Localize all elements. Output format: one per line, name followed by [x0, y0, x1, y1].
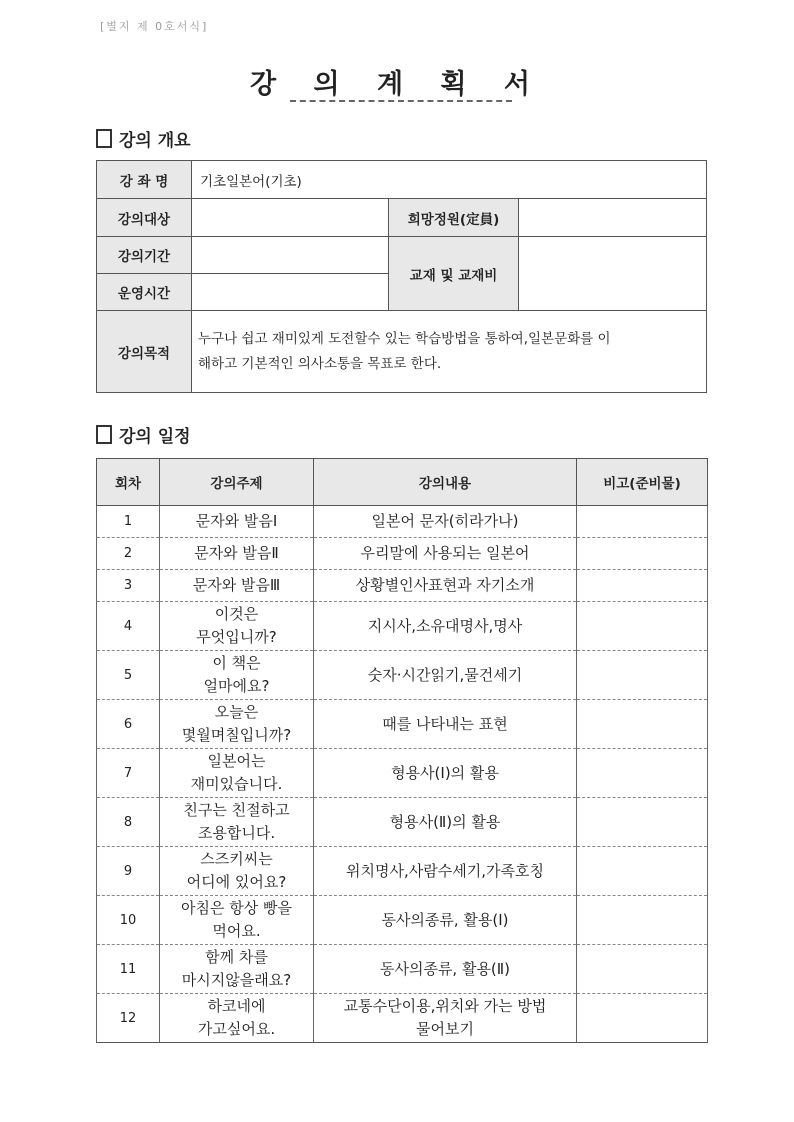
session-note: [577, 570, 708, 602]
session-number: 7: [97, 749, 160, 798]
table-row: [97, 538, 708, 570]
topic-line: 아침은 항상 빵을: [181, 899, 292, 917]
topic-line: 하코네에: [207, 997, 266, 1015]
table-row: [97, 896, 708, 945]
session-number: 8: [97, 798, 160, 847]
textbook-value: [519, 237, 707, 311]
session-topic: [160, 896, 314, 945]
capacity-label: 희망정원(定員): [389, 199, 519, 237]
session-content: [314, 651, 577, 700]
topic-line: 문자와 발음Ⅲ: [192, 576, 281, 594]
course-overview-table: [96, 160, 707, 393]
session-content: [314, 570, 577, 602]
session-topic: [160, 570, 314, 602]
textbook-label: 교재 및 교재비: [389, 237, 519, 311]
table-row: [97, 602, 708, 651]
session-note: [577, 749, 708, 798]
content-line: 숫자·시간읽기,물건세기: [367, 665, 523, 684]
session-number: 9: [97, 847, 160, 896]
session-note: [577, 506, 708, 538]
session-topic: [160, 700, 314, 749]
section-overview-heading: [96, 126, 191, 151]
topic-line: 먹어요.: [212, 922, 261, 940]
section-schedule-label: 강의 일정: [119, 427, 191, 447]
header-topic: 강의주제: [160, 459, 314, 506]
session-note: [577, 651, 708, 700]
content-line: 형용사(Ⅱ)의 활용: [389, 812, 501, 831]
form-number-note: [별지 제 0호서식]: [100, 20, 209, 33]
period-value: [192, 237, 389, 274]
table-row: [97, 570, 708, 602]
session-content: [314, 994, 577, 1043]
content-line: 상황별인사표현과 자기소개: [355, 576, 535, 594]
goal-label: 강의목적: [97, 311, 192, 393]
session-number: 4: [97, 602, 160, 651]
session-number: 6: [97, 700, 160, 749]
topic-line: 몇월며칠입니까?: [181, 726, 292, 744]
topic-line: 함께 차를: [205, 948, 268, 966]
session-note: [577, 896, 708, 945]
session-number: 1: [97, 506, 160, 538]
session-number: 3: [97, 570, 160, 602]
content-line: 동사의종류, 활용(Ⅰ): [381, 910, 509, 929]
topic-line: 조용합니다.: [197, 824, 276, 842]
content-line: 일본어 문자(히라가나): [371, 512, 519, 530]
title-underline: [290, 100, 512, 102]
session-topic: [160, 602, 314, 651]
session-note: [577, 538, 708, 570]
table-row: [97, 994, 708, 1043]
session-content: [314, 896, 577, 945]
goal-value: [192, 311, 707, 393]
hours-label: 운영시간: [97, 274, 192, 311]
header-session: 회차: [97, 459, 160, 506]
capacity-value: [519, 199, 707, 237]
topic-line: 마시지않을래요?: [181, 971, 292, 989]
section-overview-label: 강의 개요: [119, 131, 191, 151]
session-number: 11: [97, 945, 160, 994]
table-row: [97, 945, 708, 994]
document-title: 강 의 계 획 서: [249, 69, 544, 100]
session-content: [314, 847, 577, 896]
session-content: [314, 700, 577, 749]
target-label: 강의대상: [97, 199, 192, 237]
session-topic: [160, 798, 314, 847]
table-row: [97, 847, 708, 896]
topic-line: 가고싶어요.: [197, 1020, 276, 1038]
session-topic: [160, 847, 314, 896]
session-content: [314, 945, 577, 994]
session-topic: [160, 945, 314, 994]
table-row: [97, 506, 708, 538]
content-line: 위치명사,사람수세기,가족호칭: [346, 861, 544, 880]
course-schedule-table: [96, 458, 708, 1043]
session-number: 12: [97, 994, 160, 1043]
content-line: 동사의종류, 활용(Ⅱ): [379, 959, 511, 978]
session-note: [577, 945, 708, 994]
session-topic: [160, 994, 314, 1043]
hours-value: [192, 274, 389, 311]
session-number: 5: [97, 651, 160, 700]
topic-line: 얼마에요?: [203, 677, 270, 695]
header-note: 비고(준비물): [577, 459, 708, 506]
topic-line: 일본어는: [207, 752, 266, 770]
content-line: 우리말에 사용되는 일본어: [360, 544, 530, 562]
topic-line: 이것은: [214, 605, 259, 623]
topic-line: 무엇입니까?: [196, 628, 277, 646]
session-content: [314, 538, 577, 570]
goal-line-1: 누구나 쉽고 재미있게 도전할수 있는 학습방법을 통하여,일본문화를 이: [198, 330, 611, 347]
session-topic: [160, 651, 314, 700]
course-name-label: 강 좌 명: [97, 161, 192, 199]
course-name-value: 기초일본어(기초): [192, 161, 707, 199]
session-topic: [160, 538, 314, 570]
session-content: [314, 798, 577, 847]
session-note: [577, 847, 708, 896]
topic-line: 재미있습니다.: [190, 775, 283, 793]
session-content: [314, 506, 577, 538]
table-row: [97, 749, 708, 798]
content-line: 교통수단이용,위치와 가는 방법: [343, 997, 547, 1015]
session-topic: [160, 506, 314, 538]
session-note: [577, 798, 708, 847]
session-content: [314, 749, 577, 798]
topic-line: 이 책은: [212, 654, 261, 672]
bracket-icon: [96, 425, 107, 444]
session-note: [577, 994, 708, 1043]
session-note: [577, 602, 708, 651]
goal-line-2: 해하고 기본적인 의사소통을 목표로 한다.: [198, 355, 442, 372]
session-number: 2: [97, 538, 160, 570]
topic-line: 오늘은: [214, 703, 259, 721]
content-line: 형용사(Ⅰ)의 활용: [391, 763, 499, 782]
content-line: 지시사,소유대명사,명사: [367, 616, 523, 635]
topic-line: 문자와 발음Ⅰ: [195, 512, 278, 530]
session-number: 10: [97, 896, 160, 945]
target-value: [192, 199, 389, 237]
table-row: [97, 700, 708, 749]
topic-line: 어디에 있어요?: [186, 873, 287, 891]
topic-line: 스즈키씨는: [200, 850, 273, 868]
session-content: [314, 602, 577, 651]
period-label: 강의기간: [97, 237, 192, 274]
session-note: [577, 700, 708, 749]
bracket-icon: [96, 129, 107, 148]
topic-line: 친구는 친절하고: [183, 801, 290, 819]
section-schedule-heading: [96, 422, 191, 447]
header-content: 강의내용: [314, 459, 577, 506]
topic-line: 문자와 발음Ⅱ: [194, 544, 279, 562]
table-row: [97, 651, 708, 700]
content-line: 물어보기: [416, 1020, 474, 1038]
table-row: [97, 798, 708, 847]
session-topic: [160, 749, 314, 798]
content-line: 때를 나타내는 표현: [382, 714, 508, 733]
schedule-header-row: [97, 459, 708, 506]
